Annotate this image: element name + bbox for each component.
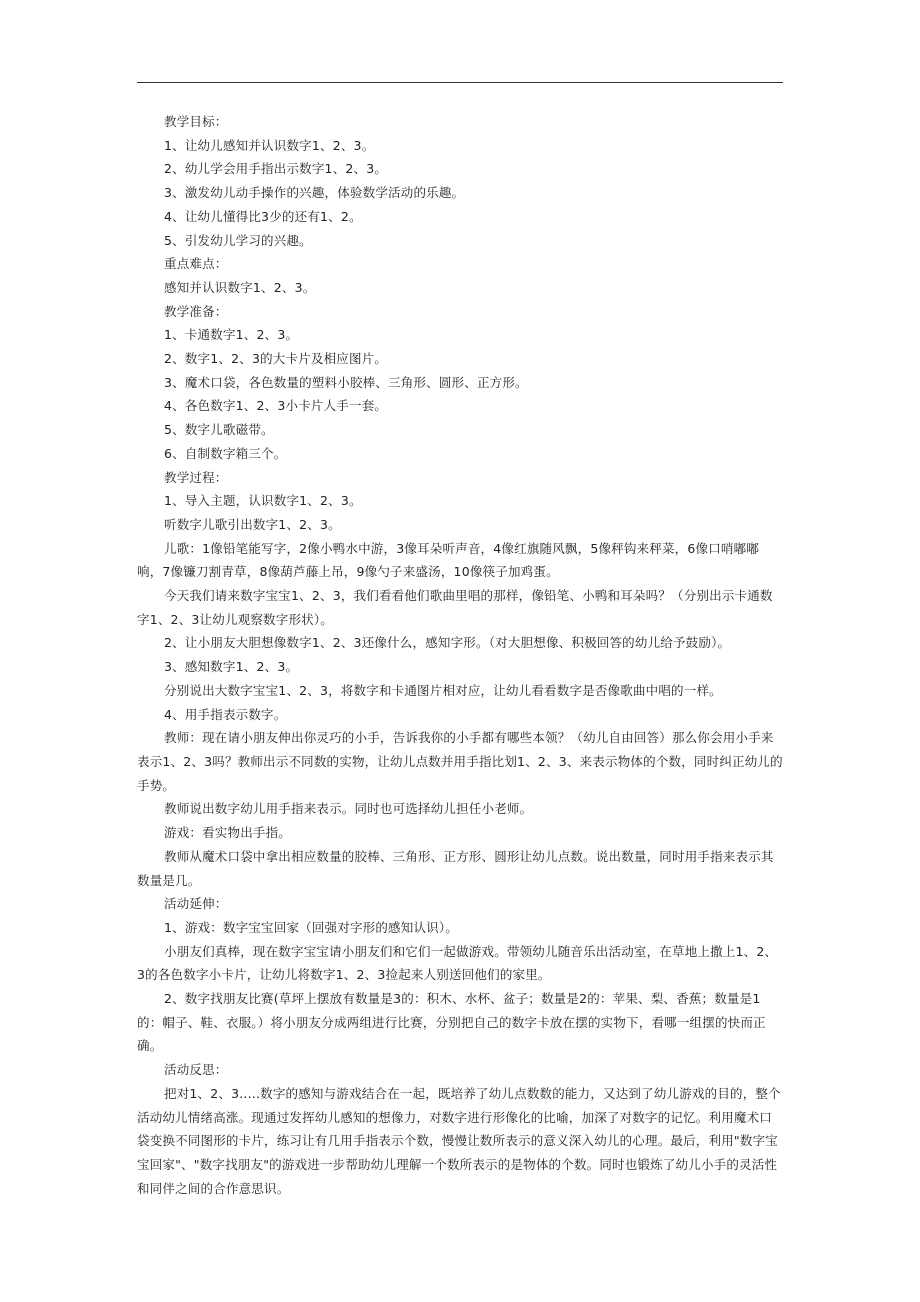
goal-item: 4、让幼儿懂得比3少的还有1、2。 — [164, 208, 362, 224]
extension-paragraph: 小朋友们真棒，现在数字宝宝请小朋友们和它们一起做游戏。带领幼儿随音乐出活动室，在草地上撒上1、2、3的各色数字小卡片，让幼儿将数字1、2、3捡起来人别送回他们的家里。 — [137, 943, 778, 983]
process-paragraph: 2、让小朋友大胆想像数字1、2、3还像什么，感知字形。（对大胆想像、积极回答的幼儿给予鼓励）。 — [164, 635, 731, 651]
process-heading: 教学过程： — [164, 469, 228, 485]
process-paragraph: 听数字儿歌引出数字1、2、3。 — [164, 516, 341, 532]
prep-item: 4、各色数字1、2、3小卡片人手一套。 — [164, 398, 388, 414]
goal-item: 5、引发幼儿学习的兴趣。 — [164, 232, 312, 248]
reflection-heading: 活动反思： — [164, 1062, 228, 1078]
process-paragraph: 儿歌：1像铅笔能写字，2像小鸭水中游，3像耳朵听声音，4像红旗随风飘，5像秤钩来秤菜，6像口哨嘟嘟响，7像镰刀割青草，8像葫芦藤上吊，9像勺子来盛汤，10像筷子加鸡蛋。 — [137, 540, 760, 580]
prep-item: 5、数字儿歌磁带。 — [164, 422, 274, 438]
prep-item: 2、数字1、2、3的大卡片及相应图片。 — [164, 351, 388, 367]
goal-item: 2、幼儿学会用手指出示数字1、2、3。 — [164, 161, 388, 177]
process-paragraph: 4、用手指表示数字。 — [164, 706, 287, 722]
prep-item: 1、卡通数字1、2、3。 — [164, 327, 299, 343]
extension-paragraph: 1、游戏：数字宝宝回家（回强对字形的感知认识）。 — [164, 919, 459, 935]
extension-heading: 活动延伸： — [164, 896, 228, 912]
header-rule — [137, 82, 783, 83]
prep-heading: 教学准备： — [164, 303, 228, 319]
process-paragraph: 教师说出数字幼儿用手指来表示。同时也可选择幼儿担任小老师。 — [164, 801, 533, 817]
process-paragraph: 游戏：看实物出手指。 — [164, 825, 292, 841]
process-paragraph: 分别说出大数字宝宝1、2、3，将数字和卡通图片相对应，让幼儿看看数字是否像歌曲中唱的一样。 — [164, 682, 722, 698]
process-paragraph: 今天我们请来数字宝宝1、2、3，我们看看他们歌曲里唱的那样，像铅笔、小鸭和耳朵吗？（分别出示卡通数字1、2、3让幼儿观察数字形状）。 — [137, 588, 773, 627]
prep-item: 3、魔术口袋，各色数量的塑料小胶棒、三角形、圆形、正方形。 — [164, 374, 528, 390]
process-paragraph: 1、导入主题，认识数字1、2、3。 — [164, 493, 362, 509]
key-heading: 重点难点： — [164, 256, 228, 272]
key-text: 感知并认识数字1、2、3。 — [164, 279, 316, 295]
goal-item: 1、让幼儿感知并认识数字1、2、3。 — [164, 137, 375, 153]
goals-heading: 教学目标： — [164, 114, 228, 129]
goal-item: 3、激发幼儿动手操作的兴趣，体验数学活动的乐趣。 — [164, 185, 465, 201]
extension-paragraph: 2、数字找朋友比赛(草坪上摆放有数量是3的：积木、水杯、盆子；数量是2的：苹果、梨、香蕉；数量是1的：帽子、鞋、衣服。）将小朋友分成两组进行比赛，分别把自己的数字卡放在摆的实物下，看哪一组摆的快而正确。 — [137, 991, 766, 1054]
process-paragraph: 教师从魔术口袋中拿出相应数量的胶棒、三角形、正方形、圆形让幼儿点数。说出数量，同时用手指来表示其数量是几。 — [137, 848, 774, 888]
reflection-paragraph: 把对1、2、3.....数字的感知与游戏结合在一起，既培养了幼儿点数数的能力，又达到了幼儿游戏的目的，整个活动幼儿情绪高涨。现通过发挥幼儿感知的想像力，对数字进行形像化的比喻，加深了对数字的记忆。利用魔术口袋变换不同图形的卡片，练习让有几用手指表示个数，慢慢让数所表示的意义深入幼儿的心理。最后，利用"数字宝宝回家"、"数字找朋友"的游戏进一步帮助幼儿理解一个数所表示的是物体的个数。同时也锻炼了幼儿小手的灵活性和同伴之间的合作意思识。 — [137, 1085, 781, 1196]
process-paragraph: 3、感知数字1、2、3。 — [164, 659, 299, 675]
prep-item: 6、自制数字箱三个。 — [164, 445, 287, 461]
process-paragraph: 教师：现在请小朋友伸出你灵巧的小手，告诉我你的小手都有哪些本领？（幼儿自由回答）那么你会用小手来表示1、2、3吗？教师出示不同数的实物，让幼儿点数并用手指比划1、2、3、来表示物体的个数，同时纠正幼儿的手势。 — [137, 730, 783, 793]
document-body — [137, 110, 783, 1200]
